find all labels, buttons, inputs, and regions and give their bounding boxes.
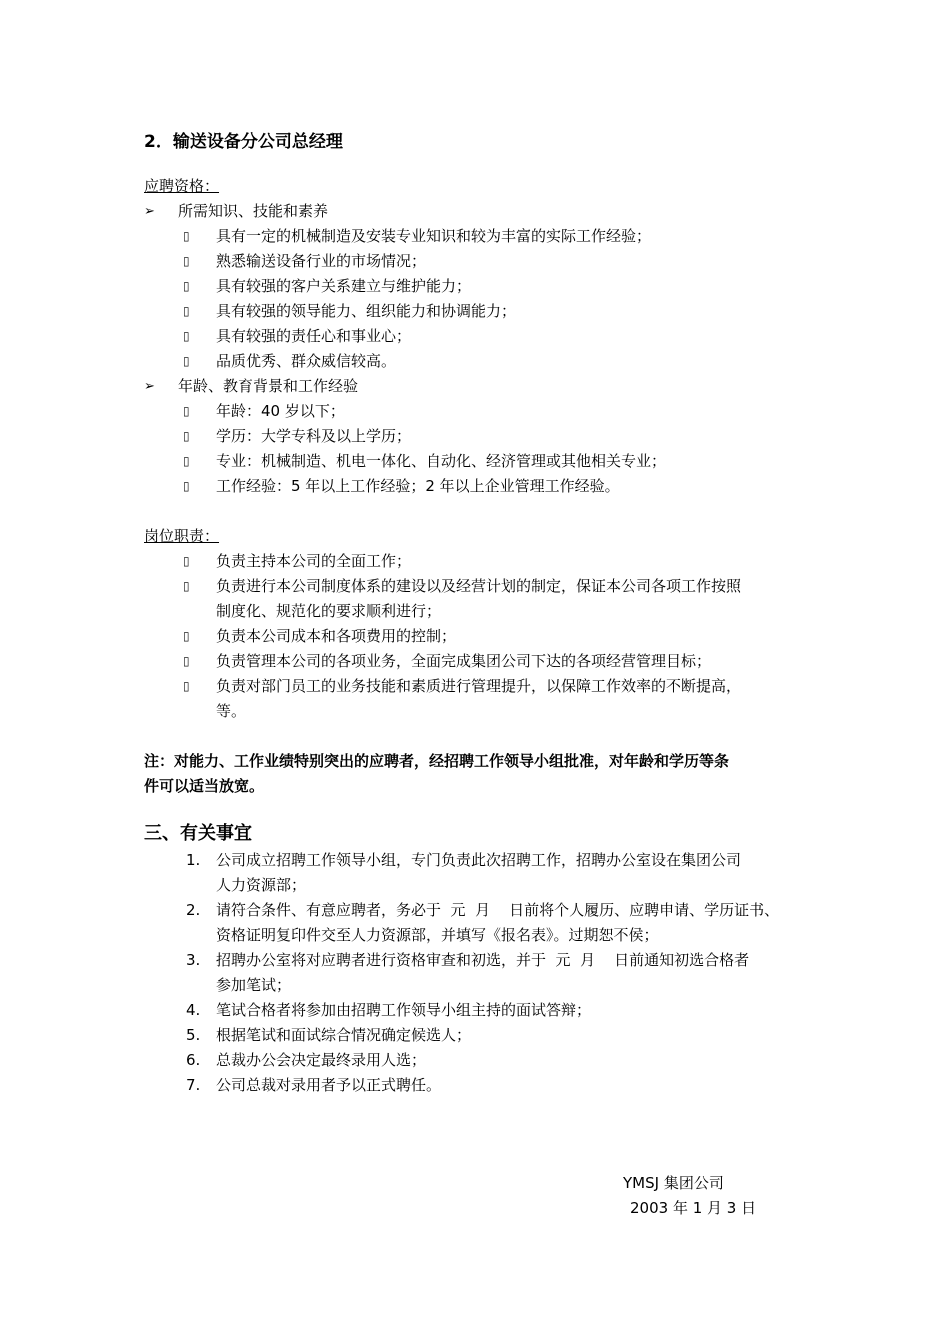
square-bullet-icon: ▯: [183, 304, 190, 318]
list-item-continuation: 制度化、规范化的要求顺利进行；: [216, 602, 442, 620]
arrow-bullet-icon: ➢: [144, 379, 155, 394]
list-item: 总裁办公会决定最终录用人选；: [216, 1051, 427, 1069]
list-item: 负责本公司成本和各项费用的控制；: [216, 627, 457, 645]
list-item-continuation: 参加笔试；: [216, 976, 292, 994]
list-item: 具有较强的客户关系建立与维护能力；: [216, 277, 472, 295]
list-item: 工作经验：5 年以上工作经验；2 年以上企业管理工作经验。: [216, 477, 620, 495]
list-item: 负责进行本公司制度体系的建设以及经营计划的制定，保证本公司各项工作按照: [216, 577, 742, 595]
list-number: 4.: [186, 1001, 201, 1019]
square-bullet-icon: ▯: [183, 454, 190, 468]
list-item-continuation: 人力资源部；: [216, 876, 307, 894]
list-item: 年龄：40 岁以下；: [216, 402, 345, 420]
list-item: 学历：大学专科及以上学历；: [216, 427, 412, 445]
group-title-background: 年龄、教育背景和工作经验: [178, 377, 359, 395]
square-bullet-icon: ▯: [183, 479, 190, 493]
square-bullet-icon: ▯: [183, 554, 190, 568]
list-item-continuation: 等。: [216, 702, 247, 720]
list-item-continuation: 资格证明复印件交至人力资源部，并填写《报名表》。过期恕不侯；: [216, 926, 659, 944]
square-bullet-icon: ▯: [183, 229, 190, 243]
signature-date: 2003 年 1 月 3 日: [630, 1199, 757, 1217]
list-item: 笔试合格者将参加由招聘工作领导小组主持的面试答辩；: [216, 1001, 592, 1019]
list-item: 品质优秀、群众威信较高。: [216, 352, 397, 370]
list-item: 具有较强的领导能力、组织能力和协调能力；: [216, 302, 517, 320]
list-item: 具有一定的机械制造及安装专业知识和较为丰富的实际工作经验；: [216, 227, 652, 245]
note-line-2: 件可以适当放宽。: [144, 777, 265, 795]
square-bullet-icon: ▯: [183, 404, 190, 418]
list-number: 2.: [186, 901, 201, 919]
square-bullet-icon: ▯: [183, 579, 190, 593]
square-bullet-icon: ▯: [183, 279, 190, 293]
arrow-bullet-icon: ➢: [144, 204, 155, 219]
list-item: 负责管理本公司的各项业务，全面完成集团公司下达的各项经营管理目标；: [216, 652, 712, 670]
section-2-title: 2．输送设备分公司总经理: [144, 132, 343, 152]
list-item: 专业：机械制造、机电一体化、自动化、经济管理或其他相关专业；: [216, 452, 667, 470]
list-item: 负责主持本公司的全面工作；: [216, 552, 412, 570]
list-number: 6.: [186, 1051, 201, 1069]
list-item: 熟悉输送设备行业的市场情况；: [216, 252, 427, 270]
group-title-skills: 所需知识、技能和素养: [178, 202, 329, 220]
square-bullet-icon: ▯: [183, 429, 190, 443]
list-item: 公司总裁对录用者予以正式聘任。: [216, 1076, 442, 1094]
note-line-1: 注：对能力、工作业绩特别突出的应聘者，经招聘工作领导小组批准，对年龄和学历等条: [144, 752, 730, 770]
square-bullet-icon: ▯: [183, 354, 190, 368]
square-bullet-icon: ▯: [183, 254, 190, 268]
list-number: 3.: [186, 951, 201, 969]
square-bullet-icon: ▯: [183, 329, 190, 343]
qualifications-heading: 应聘资格：: [144, 177, 220, 195]
list-item: 公司成立招聘工作领导小组，专门负责此次招聘工作，招聘办公室设在集团公司: [216, 851, 742, 869]
list-item: 负责对部门员工的业务技能和素质进行管理提升，以保障工作效率的不断提高，: [216, 677, 742, 695]
square-bullet-icon: ▯: [183, 679, 190, 693]
list-number: 5.: [186, 1026, 201, 1044]
square-bullet-icon: ▯: [183, 629, 190, 643]
square-bullet-icon: ▯: [183, 654, 190, 668]
list-number: 7.: [186, 1076, 201, 1094]
list-item: 具有较强的责任心和事业心；: [216, 327, 412, 345]
list-item: 招聘办公室将对应聘者进行资格审查和初选，并于 元 月 日前通知初选合格者: [216, 951, 750, 969]
list-number: 1.: [186, 851, 201, 869]
list-item: 根据笔试和面试综合情况确定候选人；: [216, 1026, 472, 1044]
duties-heading: 岗位职责：: [144, 527, 220, 545]
signature-company: YMSJ 集团公司: [623, 1174, 724, 1192]
section-3-title: 三、有关事宜: [144, 823, 252, 844]
list-item: 请符合条件、有意应聘者，务必于 元 月 日前将个人履历、应聘申请、学历证书、: [216, 901, 780, 919]
